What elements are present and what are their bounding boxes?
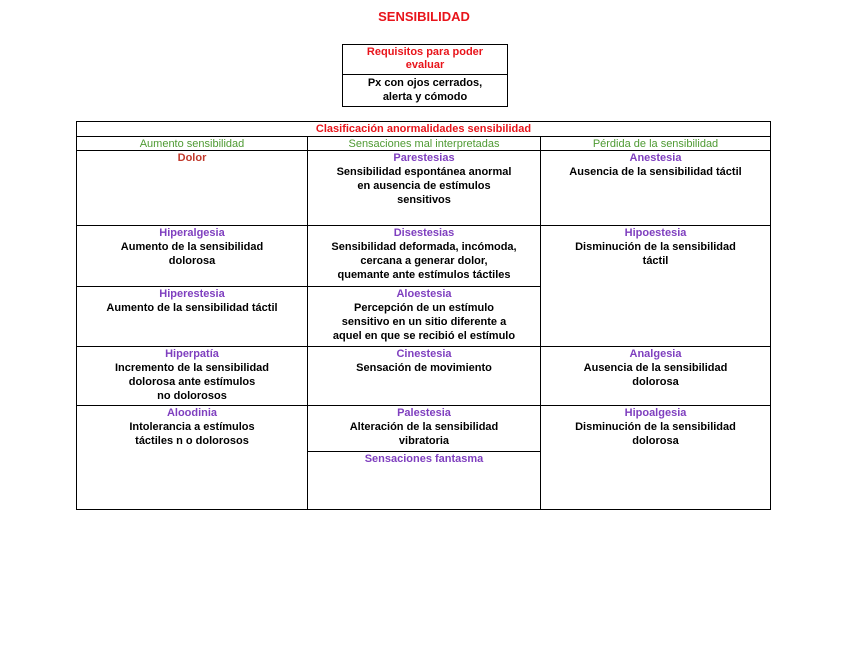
table-rule	[540, 136, 541, 509]
definition-line: Intolerancia a estímulos	[129, 421, 255, 433]
cell-hiperpatia	[77, 347, 307, 403]
definition-line: sensitivo en un sitio diferente a	[341, 316, 507, 328]
definition-line: Ausencia de la sensibilidad	[583, 362, 728, 374]
cell-disestesias	[308, 226, 540, 282]
page-title: SENSIBILIDAD	[378, 9, 470, 24]
cell-palestesia	[308, 406, 540, 448]
cell-hipoalgesia	[541, 406, 770, 448]
definition-line: Disminución de la sensibilidad	[575, 241, 736, 253]
definition-line: táctil	[642, 255, 669, 267]
column-header-aumento: Aumento sensibilidad	[139, 138, 245, 150]
definition-line: dolorosa	[632, 376, 679, 388]
column-header-mal-interpretadas: Sensaciones mal interpretadas	[348, 138, 500, 150]
requirements-body-line: alerta y cómodo	[382, 91, 468, 103]
term: Hiperpatía	[165, 348, 219, 360]
term: Sensaciones fantasma	[364, 453, 484, 465]
term: Cinestesia	[396, 348, 452, 360]
cell-hiperalgesia	[77, 226, 307, 268]
definition-line: en ausencia de estímulos	[357, 180, 491, 192]
requirements-heading-line: evaluar	[405, 59, 445, 71]
definition-line: sensitivos	[397, 194, 451, 206]
classification-table	[76, 121, 771, 510]
definition-line: dolorosa	[632, 435, 679, 447]
definition-line: dolorosa ante estímulos	[128, 376, 256, 388]
term: Dolor	[177, 152, 207, 164]
requirements-box	[342, 44, 508, 107]
definition-line: Ausencia de la sensibilidad táctil	[569, 166, 742, 178]
definition-line: Alteración de la sensibilidad	[349, 421, 499, 433]
cell-aloestesia	[308, 287, 540, 343]
term: Analgesia	[629, 348, 682, 360]
definition-line: Aumento de la sensibilidad	[120, 241, 264, 253]
cell-sensaciones-fantasma	[308, 452, 540, 466]
definition-line: Sensibilidad espontánea anormal	[336, 166, 512, 178]
term: Anestesia	[629, 152, 682, 164]
term: Hiperestesia	[159, 288, 225, 300]
term: Disestesias	[393, 227, 455, 239]
definition-line: Percepción de un estímulo	[354, 302, 494, 314]
definition-line: Incremento de la sensibilidad	[114, 362, 270, 374]
definition-line: aquel en que se recibió el estímulo	[332, 330, 516, 342]
requirements-heading-line: Requisitos para poder	[366, 46, 484, 58]
definition-line: Disminución de la sensibilidad	[575, 421, 736, 433]
definition-line: táctiles n o dolorosos	[135, 435, 249, 447]
definition-line: Aumento de la sensibilidad táctil	[106, 302, 278, 314]
requirements-body	[343, 75, 507, 106]
term: Hiperalgesia	[159, 227, 225, 239]
cell-cinestesia	[308, 347, 540, 375]
cell-anestesia	[541, 151, 770, 179]
definition-line: no dolorosos	[157, 390, 227, 402]
definition-line: vibratoria	[398, 435, 450, 447]
table-heading: Clasificación anormalidades sensibilidad	[315, 123, 532, 135]
definition-line: dolorosa	[168, 255, 216, 267]
term: Hipoestesia	[624, 227, 687, 239]
term: Palestesia	[397, 407, 451, 419]
definition-line: cercana a generar dolor,	[360, 255, 488, 267]
definition-line: Sensibilidad deformada, incómoda,	[331, 241, 517, 253]
cell-hiperestesia	[77, 287, 307, 315]
cell-analgesia	[541, 347, 770, 389]
definition-line: Sensación de movimiento	[356, 362, 492, 374]
cell-hipoestesia	[541, 226, 770, 268]
definition-line: quemante ante estímulos táctiles	[337, 269, 511, 281]
term: Aloestesia	[396, 288, 452, 300]
cell-aloodinia	[77, 406, 307, 448]
column-header-perdida: Pérdida de la sensibilidad	[592, 138, 719, 150]
requirements-body-line: Px con ojos cerrados,	[367, 77, 483, 89]
cell-parestesias	[308, 151, 540, 207]
cell-dolor	[77, 151, 307, 165]
requirements-heading	[343, 45, 507, 75]
term: Hipoalgesia	[624, 407, 687, 419]
term: Parestesias	[393, 152, 455, 164]
term: Aloodinia	[166, 407, 218, 419]
